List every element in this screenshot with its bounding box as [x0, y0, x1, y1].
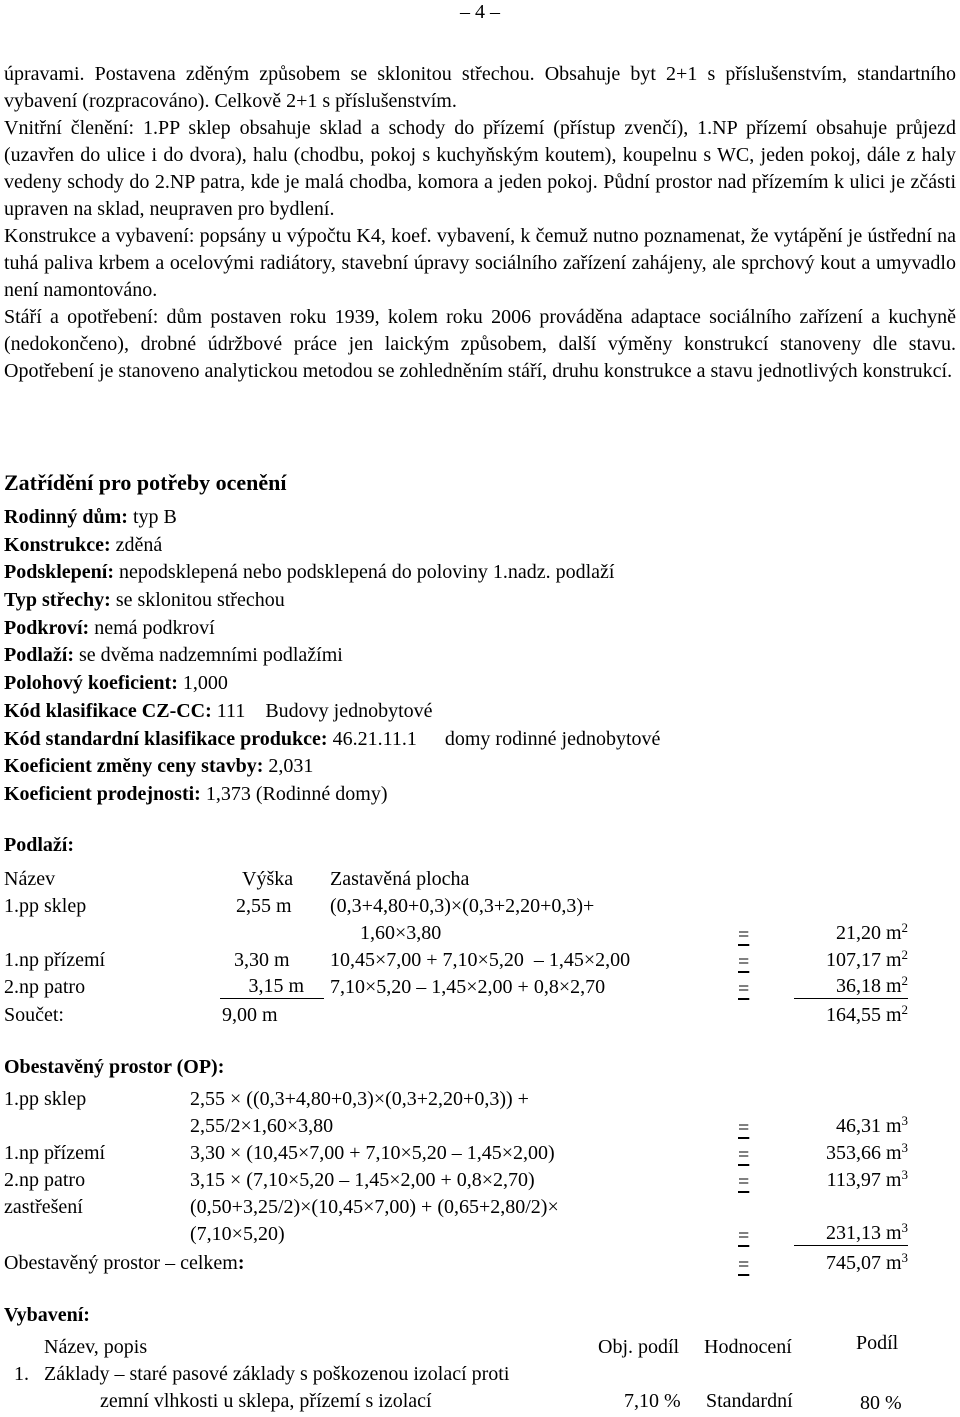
volume-equals: =: [738, 1225, 750, 1247]
volume-formula: 3,30 × (10,45×7,00 + 7,10×5,20 – 1,45×2,00): [190, 1142, 555, 1164]
floor-equals: =: [738, 951, 750, 973]
equipment-header-rating: Hodnocení: [704, 1336, 792, 1358]
equipment-header-share: Obj. podíl: [598, 1336, 680, 1358]
volume-value: 113,97 $m^3$: [826, 1167, 908, 1191]
volume-name: zastřešení: [4, 1196, 83, 1218]
volume-formula: (0,50+3,25/2)×(10,45×7,00) + (0,65+2,80/2)×: [190, 1196, 559, 1218]
volume-equals: =: [738, 1254, 750, 1276]
classification-item: Podlaží: se dvěma nadzemními podlažími: [4, 644, 343, 667]
volume-total-value: 745,07 $m^3$: [825, 1250, 908, 1274]
classification-item: Konstrukce: zděná: [4, 533, 163, 556]
equipment-item-rating: Standardní: [706, 1390, 793, 1412]
classification-list: [4, 504, 956, 809]
classification-item: Kód standardní klasifikace produkce: 46.21.11.1 domy rodinné jednobytové: [4, 727, 661, 750]
volume-formula: 2,55 × ((0,3+4,80+0,3)×(0,3+2,20+0,3)) +: [190, 1088, 529, 1110]
floor-formula: (0,3+4,80+0,3)×(0,3+2,20+0,3)+: [330, 895, 595, 917]
floor-area: 36,18 $m^2$: [794, 974, 908, 999]
floor-formula-cont: 1,60×3,80: [360, 922, 442, 944]
classification-item: Kód klasifikace CZ-CC: 111 Budovy jednobytové: [4, 699, 433, 722]
floor-area: 21,20 $m^2$: [835, 920, 908, 944]
floor-height: 2,55 m: [236, 895, 292, 917]
floors-header-area: Zastavěná plocha: [330, 868, 470, 890]
floors-sum-area: 164,55 $m^2$: [825, 1002, 908, 1026]
volume-equals: =: [738, 1117, 750, 1139]
description-text-2: Vnitřní členění: 1.PP sklep obsahuje sklad a schody do přízemí (přístup zvenčí), 1.NP přízemí obsahuje průjezd (uzavřen do ulice i do dvora), halu (chodbu, pokoj s kuchyňským koutem), koupelnu s WC, jeden pokoj, dále z haly vedeny schody do 2.NP patra, kde je malá chodba, komora a jeden pokoj. Půdní prostor nad přízemím k ulici je zčásti upraven na sklad, neupraven pro bydlení.: [4, 117, 956, 220]
classification-item: Podsklepení: nepodsklepená nebo podsklepená do poloviny 1.nadz. podlaží: [4, 561, 615, 584]
floor-equals: =: [738, 978, 750, 1000]
volume-value: 231,13 $m^3$: [794, 1221, 908, 1246]
floor-formula: 7,10×5,20 – 1,45×2,00 + 0,8×2,70: [330, 976, 606, 998]
floors-header-name: Název: [4, 868, 56, 890]
volume-name: 1.np přízemí: [4, 1142, 106, 1164]
classification-item: Podkroví: nemá podkroví: [4, 616, 215, 639]
equipment-header-part: Podíl: [856, 1332, 899, 1354]
floor-formula: 10,45×7,00 + 7,10×5,20 – 1,45×2,00: [330, 949, 631, 971]
floor-height: 3,15 m: [220, 974, 324, 999]
floor-height: 3,30 m: [234, 949, 290, 971]
equipment-item-number: 1.: [14, 1363, 29, 1385]
description-text-4: Stáří a opotřebení: dům postaven roku 1939, kolem roku 2006 prováděna adaptace sociálního zařízení a kuchyně (nedokončeno), drobné údržbové práce jen laickým způsobem, další výměny konstrukcí stanoveny dle stavu. Opotřebení je stanoveno analytickou metodou se zohledněním stáří, druhu konstrukce a stavu jednotlivých konstrukcí.: [4, 306, 956, 382]
description-text-1: úpravami. Postavena zděným způsobem se sklonitou střechou. Obsahuje byt 2+1 s příslušenstvím, standartního vybavení (rozpracováno). Celkově 2+1 s příslušenstvím.: [4, 63, 956, 112]
description-paragraph: [4, 61, 956, 385]
description-text-3: Konstrukce a vybavení: popsány u výpočtu K4, koef. vybavení, k čemuž nutno poznamenat, že vytápění je ústřední na tuhá paliva krbem a ocelovými radiátory, stavební úpravy sociálního zařízení zahájeny, ale sprchový kout a umyvadlo není namontováno.: [4, 225, 956, 301]
floor-name: 1.np přízemí: [4, 949, 106, 971]
volume-formula-cont: (7,10×5,20): [190, 1223, 285, 1245]
volume-name: 1.pp sklep: [4, 1088, 87, 1110]
floor-name: 2.np patro: [4, 976, 86, 998]
floor-name: 1.pp sklep: [4, 895, 87, 917]
volume-formula: 3,15 × (7,10×5,20 – 1,45×2,00 + 0,8×2,70): [190, 1169, 535, 1191]
volume-equals: =: [738, 1171, 750, 1193]
floors-sum-label: Součet:: [4, 1004, 64, 1026]
classification-item: Koeficient změny ceny stavby: 2,031: [4, 755, 314, 778]
classification-item: Typ střechy: se sklonitou střechou: [4, 589, 285, 612]
equipment-header-name: Název, popis: [44, 1336, 148, 1358]
volume-value: 46,31 $m^3$: [835, 1113, 908, 1137]
volume-total-label: Obestavěný prostor – celkem:: [4, 1252, 245, 1274]
equipment-title: Vybavení:: [4, 1304, 90, 1326]
volume-name: 2.np patro: [4, 1169, 86, 1191]
floors-sum-height: 9,00 m: [222, 1004, 278, 1026]
equipment-item-share: 7,10 %: [624, 1390, 681, 1412]
floors-title: Podlaží:: [4, 834, 74, 856]
volume-title: Obestavěný prostor (OP):: [4, 1056, 225, 1078]
floors-header-height: Výška: [242, 868, 294, 890]
equipment-item-name-cont: zemní vlhkosti u sklepa, přízemí s izolací: [100, 1390, 432, 1412]
volume-equals: =: [738, 1144, 750, 1166]
classification-heading: Zatřídění pro potřeby ocenění: [4, 470, 287, 495]
page-number: – 4 –: [460, 1, 500, 23]
floor-equals: =: [738, 924, 750, 946]
floor-area: 107,17 $m^2$: [825, 947, 908, 971]
equipment-item-name: Základy – staré pasové základy s poškozenou izolací proti: [44, 1363, 510, 1385]
volume-formula-cont: 2,55/2×1,60×3,80: [190, 1115, 334, 1137]
classification-item: Polohový koeficient: 1,000: [4, 672, 228, 695]
classification-item: Koeficient prodejnosti: 1,373 (Rodinné domy): [4, 782, 388, 805]
classification-item: Rodinný dům: typ B: [4, 506, 177, 528]
equipment-item-part: 80 %: [860, 1392, 902, 1414]
volume-value: 353,66 $m^3$: [825, 1140, 908, 1164]
